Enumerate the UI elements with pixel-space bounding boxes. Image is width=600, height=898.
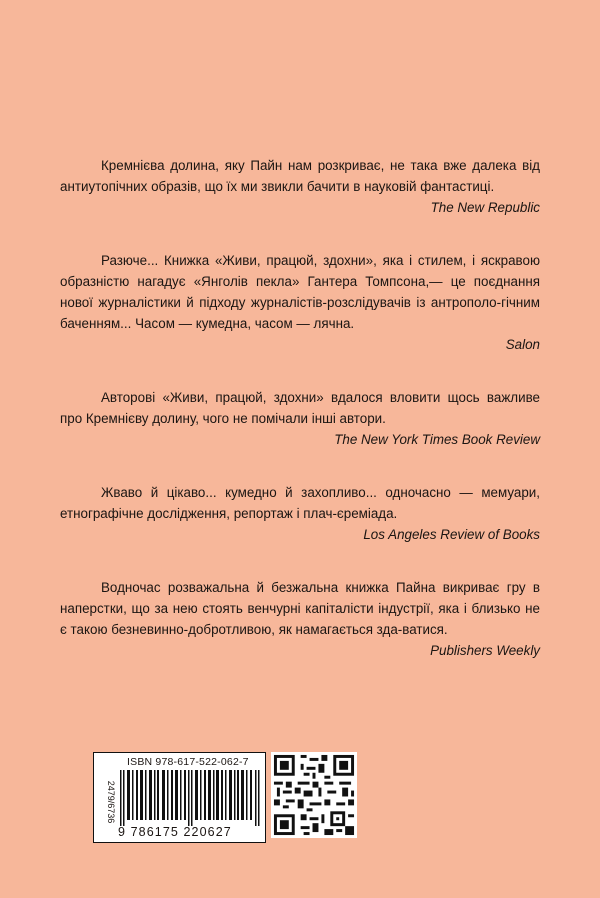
quote-text: Жваво й цікаво... кумедно й захопливо... одночасно — мемуари, етнографічне дослідження, репортаж і плач-єреміада. bbox=[60, 485, 540, 521]
review-quote bbox=[60, 250, 540, 355]
review-quote bbox=[60, 387, 540, 450]
barcode-bars-icon bbox=[120, 770, 260, 826]
review-quote bbox=[60, 482, 540, 545]
quote-text: Разюче... Книжка «Живи, працюй, здохни», яка і стилем, і яскравою образністю нагадує «Янголів пекла» Гантера Томпсона,— це поєднання нової журналістики й підходу журналістів-розслідувачів із антрополо-гічним баченням... Часом — кумедна, часом — лячна. bbox=[60, 253, 540, 331]
isbn-barcode bbox=[93, 752, 266, 843]
quote-text: Авторові «Живи, працюй, здохни» вдалося вловити щось важливе про Кремнієву долину, чого не помічали інші автори. bbox=[60, 390, 540, 426]
quote-source: Salon bbox=[505, 337, 540, 352]
isbn-label: ISBN 978-617-522-062-7 bbox=[127, 756, 249, 768]
qr-code-icon bbox=[271, 752, 357, 838]
review-quotes bbox=[60, 155, 540, 691]
review-quote bbox=[60, 155, 540, 218]
quote-source: Los Angeles Review of Books bbox=[363, 527, 540, 542]
barcode-digits: 9 786175 220627 bbox=[118, 825, 232, 839]
side-code: 2479/6736 bbox=[106, 780, 116, 824]
quote-source: The New Republic bbox=[430, 200, 540, 215]
quote-source: Publishers Weekly bbox=[430, 643, 540, 658]
quote-text: Водночас розважальна й безжальна книжка Пайна викриває гру в наперстки, що за нею стоять венчурні капіталісти індустрії, яка і близько не є такою безневинно-добротливою, як намагається зда-ватися. bbox=[60, 580, 540, 637]
quote-text: Кремнієва долина, яку Пайн нам розкриває, не така вже далека від антиутопічних образів, що їх ми звикли бачити в науковій фантастиці. bbox=[60, 158, 540, 194]
quote-source: The New York Times Book Review bbox=[334, 432, 540, 447]
review-quote bbox=[60, 577, 540, 661]
